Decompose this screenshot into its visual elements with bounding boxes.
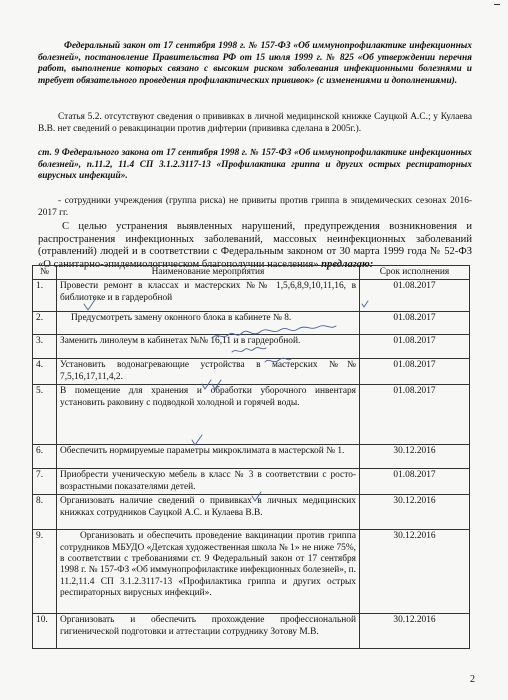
law-paragraph: Федеральный закон от 17 сентября 1998 г. № 157-ФЗ «Об иммунопрофилактике инфекционных болезней», постановление Правительства РФ от 15 июля 1999 г. № 825 «Об утверждении перечня работ, выполнение которых связано с высоким риском заболевания инфекционными болезнями и требует обязательного проведения профилактических прививок» (с изменениями и дополнениями). <box>38 41 472 86</box>
table-row <box>33 614 470 649</box>
row-number: 4. <box>33 359 57 385</box>
row-deadline: 01.08.2017 <box>360 280 470 312</box>
intro-text: С целью устранения выявленных нарушений, предупреждения возникновения и распространения инфекционных заболеваний, массовых неинфекционных заболеваний (отравлений) людей и в соответствии с Федеральным законом от 30 марта 1999 года № 52-ФЗ «О санитарно-эпидемиологическом благополучии населения» <box>38 221 472 270</box>
page-number: 2 <box>470 674 475 685</box>
table-header-row <box>33 266 470 280</box>
row-deadline: 01.08.2017 <box>360 335 470 359</box>
article9-paragraph: ст. 9 Федерального закона от 17 сентября 1998 г. № 157-ФЗ «Об иммунопрофилактике инфекционных болезней», п.11.2, 11.4 СП 3.1.2.3117-13 «Профилактика гриппа и других острых респираторных вирусных инфекций». <box>38 148 472 182</box>
row-deadline: 30.12.2016 <box>360 614 470 649</box>
header-number: № <box>33 266 57 280</box>
row-action: Заменить линолеум в кабинетах №№ 16,11 и в гардеробной. <box>57 335 360 359</box>
row-number: 3. <box>33 335 57 359</box>
row-number: 7. <box>33 469 57 495</box>
table-row <box>33 385 470 445</box>
row-action: Организовать наличие сведений о прививках в личных медицинских книжках сотрудников Сауцкой А.С. и Кулаева В.В. <box>57 495 360 530</box>
row-deadline: 01.08.2017 <box>360 469 470 495</box>
header-deadline: Срок исполнения <box>360 266 470 280</box>
row-number: 5. <box>33 385 57 445</box>
row-deadline: 01.08.2017 <box>360 359 470 385</box>
table-row <box>33 335 470 359</box>
row-action: Организовать и обеспечить проведение вакцинации против гриппа сотрудников МБУДО «Детская художественная школа № 1» не ниже 75%, в соответствии с требованиями ст. 9 Федеральный закон от 17 сентября 1998 г. № 157-ФЗ «Об иммунопрофилактике инфекционных болезней», п. 11.2,11.4 СП 3.1.2.3117-13 «Профилактика гриппа и других острых респираторных вирусных инфекций». <box>57 530 360 614</box>
table-row <box>33 359 470 385</box>
article-paragraph: Статья 5.2. отсутствуют сведения о прививках в личной медицинской книжке Сауцкой А.С.; у Кулаева В.В. нет сведений о ревакцинации против дифтерии (прививка сделана в 2005г.). <box>38 112 472 134</box>
row-number: 6. <box>33 445 57 469</box>
row-number: 10. <box>33 614 57 649</box>
row-number: 2. <box>33 312 57 335</box>
header-action: Наименование мероприятия <box>57 266 360 280</box>
table-row <box>33 445 470 469</box>
intro-bold: предлагаю: <box>321 258 374 270</box>
table-row <box>33 530 470 614</box>
table-row <box>33 280 470 312</box>
row-deadline: 30.12.2016 <box>360 445 470 469</box>
row-action: Предусмотреть замену оконного блока в кабинете № 8. <box>57 312 360 335</box>
table-row <box>33 469 470 495</box>
row-number: 1. <box>33 280 57 312</box>
row-action: Организовать и обеспечить прохождение профессиональной гигиенической подготовки и аттестации сотруднику Зотову М.В. <box>57 614 360 649</box>
table-row <box>33 495 470 530</box>
measures-table <box>32 265 470 649</box>
row-action: Приобрести ученическую мебель в класс № 3 в соответствии с росто-возрастными показателями детей. <box>57 469 360 495</box>
row-action: Обеспечить нормируемые параметры микроклимата в мастерской № 1. <box>57 445 360 469</box>
table-row <box>33 312 470 335</box>
row-deadline: 01.08.2017 <box>360 312 470 335</box>
row-number: 9. <box>33 530 57 614</box>
row-action: Провести ремонт в классах и мастерских №№ 1,5,6,8,9,10,11,16, в библиотеке и в гардеробной <box>57 280 360 312</box>
row-action: В помещение для хранения и обработки уборочного инвентаря установить раковину с подводкой холодной и горячей воды. <box>57 385 360 445</box>
row-deadline: 30.12.2016 <box>360 495 470 530</box>
intro-paragraph <box>38 221 472 271</box>
row-deadline: 01.08.2017 <box>360 385 470 445</box>
row-action: Установить водонагревающие устройства в мастерских №№ 7,5,16,17,11,4,2. <box>57 359 360 385</box>
row-deadline: 30.12.2016 <box>360 530 470 614</box>
row-number: 8. <box>33 495 57 530</box>
staff-paragraph: - сотрудники учреждения (группа риска) не привиты против гриппа в эпидемических сезонах 2016-2017 гг. <box>38 196 472 218</box>
page-corner-mark <box>494 4 500 5</box>
